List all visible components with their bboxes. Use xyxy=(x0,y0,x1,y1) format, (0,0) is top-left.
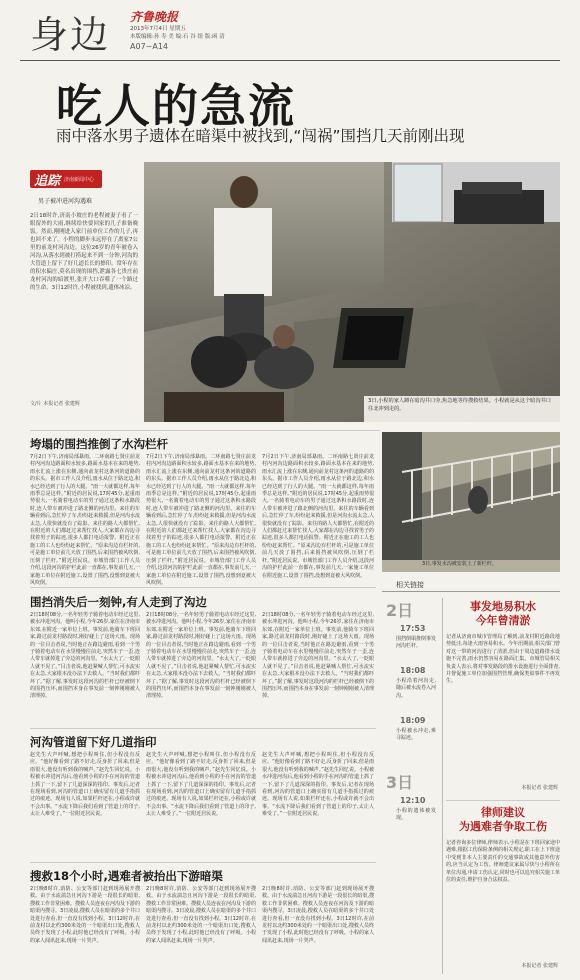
section-body-2c: 2日18时08分,一名年轻男子骑着电动车经过这里,被水冲进河沟。他叫小程,今年26岁,家住在济南市东郊,在附近一家单位上班。事发前,他骑车下班回家,路过前龙村路段时,刚好碰上了这场大雨。现场的一位目击者说,当时他正在路边避雨,看到一个男子骑着电动车在水里慢慢往前走,突然车子一歪,连人带车就掉进了旁边的河沟里。“水太大了,一眨眼人就不见了。”目击者说,他赶紧喊人帮忙,可水流实在太急,大家根本没办法下去救人。“当时我们都吓坏了。”据了解,事发时这段河沟的栏杆已经被倒下的围挡压坏,而围挡本身在事发前一刻钟刚刚被人清理掉。 xyxy=(262,612,374,700)
paper-logo: 齐鲁晚报 xyxy=(130,10,179,24)
sidebar xyxy=(30,166,142,410)
section-heading-1: 垮塌的围挡推倒了水沟栏杆 xyxy=(30,437,168,451)
main-photo xyxy=(144,162,560,422)
related-byline-1: 本报记者 张建辉 xyxy=(521,785,558,791)
main-headline: 吃人的急流 xyxy=(56,79,296,133)
sidebar-kicker: 男子被冲进河沟遇难 xyxy=(38,198,93,205)
related-article-1 xyxy=(446,598,560,798)
section-body-4c: 2日晚8时许,消防、公安等部门赶到现场展开搜救。由于水流湍急且河沟下游是一段很长的暗渠,搜救工作非常困难。搜救人员连夜在河沟及下游的暗渠内搜寻。3日凌晨,搜救人员在暗渠的多个井口处进行查看,但一直没有找到小程。3日12时许,在前龙村以北约300米处的一个暗渠出口处,搜救人员终于发现了小程,此时他已经没有了呼吸。小程的家人闻讯赶来,现场一片哭声。 xyxy=(262,886,374,944)
section-heading-4: 搜救18个小时,遇难者被抬出下游暗渠 xyxy=(30,869,223,883)
timeline-text-1: 围挡倒塌推倒事发河沟栏杆。 xyxy=(396,636,437,650)
timeline-date-2: 3日 xyxy=(386,773,414,792)
timeline-date-1: 2日 xyxy=(386,601,414,620)
secondary-photo-caption: 3日,事发水沟被安装上了新栏杆。 xyxy=(422,561,497,567)
tracking-badge xyxy=(30,170,102,188)
secondary-photo xyxy=(382,432,560,572)
masthead xyxy=(0,0,580,62)
related-article-2 xyxy=(446,804,560,974)
timeline-time-4: 12:10 xyxy=(400,796,426,805)
railing-scene xyxy=(382,432,560,560)
timeline-time-1: 17:53 xyxy=(400,624,426,633)
date-line: 2013年7月4日 星期五 xyxy=(130,26,186,32)
sidebar-body: 2日18时许,济南小坡庄的老程被妻子看了一眼留外的大雨,继续给快要回家的儿子准备晚饭。然而,刚刚进入家门前单位工作的儿子,再也回不来了。小程的脚步永远停在了离家7公里的前龙村河沟边。这位26岁的青年被卷入河沟,从落水到被打捞起来不到一分钟,河沟的大管道上留下了好几道长长的擦印。常年存在的积水偏庄,莫名出现的围挡,泄露各七贵庄前龙村河沟的暗渡里,张开大口吞噬了一个路过的生命。3日12时许,小程被找到,遗体冰凉。 xyxy=(30,213,138,291)
timeline-text-3: 小程被水冲走,难寻踪迹。 xyxy=(396,728,436,742)
related-title-2: 律师建议 为遇难者争取工伤 xyxy=(459,806,547,833)
photo-caption: 3日,小程的家人蹲在暗沟井口旁,焦急地等待搜救结果。小程就是从这个暗沟井口往北冲到走的。 xyxy=(364,396,560,422)
related-links-header xyxy=(382,580,560,592)
section-heading-3: 河沟管道留下好几道指印 xyxy=(30,735,157,749)
timeline-time-2: 18:08 xyxy=(400,666,426,675)
related-links-label: 相关链接 xyxy=(396,581,424,589)
section-body-2b: 2日18时08分,一名年轻男子骑着电动车经过这里,被水冲进河沟。他叫小程,今年26岁,家住在济南市东郊,在附近一家单位上班。事发前,他骑车下班回家,路过前龙村路段时,刚好碰上了这场大雨。现场的一位目击者说,当时他正在路边避雨,看到一个男子骑着电动车在水里慢慢往前走,突然车子一歪,连人带车就掉进了旁边的河沟里。“水太大了,一眨眼人就不见了。”目击者说,他赶紧喊人帮忙,可水流实在太急,大家根本没办法下去救人。“当时我们都吓坏了。”据了解,事发时这段河沟的栏杆已经被倒下的围挡压坏,而围挡本身在事发前一刻钟刚刚被人清理掉。 xyxy=(146,612,256,700)
related-title-1: 事发地易积水 今年曾清淤 xyxy=(470,600,536,627)
section-body-4b: 2日晚8时许,消防、公安等部门赶到现场展开搜救。由于水流湍急且河沟下游是一段很长的暗渠,搜救工作非常困难。搜救人员连夜在河沟及下游的暗渠内搜寻。3日凌晨,搜救人员在暗渠的多个井口处进行查看,但一直没有找到小程。3日12时许,在前龙村以北约300米处的一个暗渠出口处,搜救人员终于发现了小程,此时他已经没有了呼吸。小程的家人闻讯赶来,现场一片哭声。 xyxy=(146,886,257,944)
editors-line: 本版编辑:孙 寿 美 编:石 谷 组 版:函 清 xyxy=(130,34,225,40)
timeline-text-4: 小程的遗体被发现。 xyxy=(396,808,436,822)
section-body-1b: 7月2日下午,济南局部暴雨。二环南路七贤庄前龙村内河沟边路面积水较多,路面水基本在来的地势,雨水汇流上涨在东侧,通向前龙村这条河的道路的的东头。据市工作人员介绍,雨水从位于路北边,积水已经达到了行人的大腿。“雨一大就都这样,每年雨季总是这样。”附近的居民说,17时45分,起重雨势很大,一名骑着电动车的男子通过这条积水路段时,连人带车被冲进了路北侧的河沟里。来往的车辆看到后,急忙停了车,纷纷赶来救援,但是河沟水流太急,人很快就没有了踪影。来往的路人大都帮忙,在附近的人们都赶过来帮忙找人,大家都在沟边寻找着男子的踪迹,很多人都打电话报警。附近正在施工的工人也纷纷赶来帮忙。“原来沟边有栏杆的,可是施工单位前几天放了围挡,后来围挡被风吹倒,压倒了栏杆。”附近居民说。市城管部门工作人员介绍,这段河沟的护栏此前一直都在,事发前几天,一家施工单位在附近施工,设置了围挡,没想到竟被大风吹倒。 xyxy=(146,454,256,586)
timeline-text-2: 小程沿着河沟走,随后被水流卷入河沟。 xyxy=(396,678,437,699)
page-range: A07~A14 xyxy=(130,42,169,51)
timeline-time-3: 18:09 xyxy=(400,716,426,725)
section-heading-2: 围挡消失后一刻钟,有人走到了沟边 xyxy=(30,595,207,609)
badge-label: 追踪 xyxy=(34,174,61,189)
related-body-1: 记者从济南市城市管理局了解到,前龙村附近路段地势低洼,每逢大雨容易积水。今年汛期前,相关部门曾对这一带的河沟进行了清淤,但由于周边道路排水设施不完善,雨水仍然容易在路面汇集。市城管局相关负责人表示,将对事发路段的排水设施进行全面排查,并督促施工单位加强围挡管理,确保类似事件不再发生。 xyxy=(446,634,560,685)
photo-scene xyxy=(144,162,560,422)
section-title: 身边 xyxy=(30,13,111,57)
section-body-1a: 7月2日下午,济南局部暴雨。二环南路七贤庄前龙村内河沟边路面积水较多,路面水基本在来的地势,雨水汇流上涨在东侧,通向前龙村这条河的道路的的东头。据市工作人员介绍,雨水从位于路北边,积水已经达到了行人的大腿。“雨一大就都这样,每年雨季总是这样。”附近的居民说,17时45分,起重雨势很大,一名骑着电动车的男子通过这条积水路段时,连人带车被冲进了路北侧的河沟里。来往的车辆看到后,急忙停了车,纷纷赶来救援,但是河沟水流太急,人很快就没有了踪影。来往的路人大都帮忙,在附近的人们都赶过来帮忙找人,大家都在沟边寻找着男子的踪迹,很多人都打电话报警。附近正在施工的工人也纷纷赶来帮忙。“原来沟边有栏杆的,可是施工单位前几天放了围挡,后来围挡被风吹倒,压倒了栏杆。”附近居民说。市城管部门工作人员介绍,这段河沟的护栏此前一直都在,事发前几天,一家施工单位在附近施工,设置了围挡,没想到竟被大风吹倒。 xyxy=(30,454,140,586)
section-body-3c: 赵先生大声呼喊,想把小程叫住,但小程没有反应。“他好像看到了路不好走,反身折了回来,但是雨很大,他没有听到我的喊声。”赵先生回忆说。小程被水冲进河沟后,他看到小程的手在河沟的管道上抓了一下,留下了几道深深的指印。事发后,记者在现场看到,河沟的管道口上确实留有几道手指抓过的痕迹。现场有人说,如果栏杆还在,小程或许就不会出事。“水流下降后我们看到了管道上的印子,太让人难受了。”一位附近居民说。 xyxy=(262,752,374,818)
badge-sub: 济南新闻中心 xyxy=(64,177,95,183)
section-body-4a: 2日晚8时许,消防、公安等部门赶到现场展开搜救。由于水流湍急且河沟下游是一段很长的暗渠,搜救工作非常困难。搜救人员连夜在河沟及下游的暗渠内搜寻。3日凌晨,搜救人员在暗渠的多个井口处进行查看,但一直没有找到小程。3日12时许,在前龙村以北约300米处的一个暗渠出口处,搜救人员终于发现了小程,此时他已经没有了呼吸。小程的家人闻讯赶来,现场一片哭声。 xyxy=(30,886,141,944)
related-body-2: 记者咨询多位律师,律师表示,小程是在下班回家途中遇难,根据工伤保险条例的相关规定,职工在上下班途中受到非本人主要责任的交通事故或其他意外伤害的,应当认定为工伤。律师建议家属尽快与小程所在单位沟通,申请工伤认定,同时也可以追究相关施工单位的责任,维护自身合法权益。 xyxy=(446,840,560,884)
timeline xyxy=(382,598,438,838)
headline-subtitle: 雨中落水男子遗体在暗渠中被找到,“闯祸”围挡几天前刚出现 xyxy=(56,127,465,145)
related-byline-2: 本报记者 张建辉 xyxy=(521,963,558,969)
section-body-3b: 赵先生大声呼喊,想把小程叫住,但小程没有反应。“他好像看到了路不好走,反身折了回来,但是雨很大,他没有听到我的喊声。”赵先生回忆说。小程被水冲进河沟后,他看到小程的手在河沟的管道上抓了一下,留下了几道深深的指印。事发后,记者在现场看到,河沟的管道口上确实留有几道手指抓过的痕迹。现场有人说,如果栏杆还在,小程或许就不会出事。“水流下降后我们看到了管道上的印子,太让人难受了。”一位附近居民说。 xyxy=(146,752,256,818)
section-body-2a: 2日18时08分,一名年轻男子骑着电动车经过这里,被水冲进河沟。他叫小程,今年26岁,家住在济南市东郊,在附近一家单位上班。事发前,他骑车下班回家,路过前龙村路段时,刚好碰上了这场大雨。现场的一位目击者说,当时他正在路边避雨,看到一个男子骑着电动车在水里慢慢往前走,突然车子一歪,连人带车就掉进了旁边的河沟里。“水太大了,一眨眼人就不见了。”目击者说,他赶紧喊人帮忙,可水流实在太急,大家根本没办法下去救人。“当时我们都吓坏了。”据了解,事发时这段河沟的栏杆已经被倒下的围挡压坏,而围挡本身在事发前一刻钟刚刚被人清理掉。 xyxy=(30,612,140,700)
section-body-3a: 赵先生大声呼喊,想把小程叫住,但小程没有反应。“他好像看到了路不好走,反身折了回来,但是雨很大,他没有听到我的喊声。”赵先生回忆说。小程被水冲进河沟后,他看到小程的手在河沟的管道上抓了一下,留下了几道深深的指印。事发后,记者在现场看到,河沟的管道口上确实留有几道手指抓过的痕迹。现场有人说,如果栏杆还在,小程或许就不会出事。“水流下降后我们看到了管道上的印子,太让人难受了。”一位附近居民说。 xyxy=(30,752,140,818)
section-body-1c: 7月2日下午,济南局部暴雨。二环南路七贤庄前龙村内河沟边路面积水较多,路面水基本在来的地势,雨水汇流上涨在东侧,通向前龙村这条河的道路的的东头。据市工作人员介绍,雨水从位于路北边,积水已经达到了行人的大腿。“雨一大就都这样,每年雨季总是这样。”附近的居民说,17时45分,起重雨势很大,一名骑着电动车的男子通过这条积水路段时,连人带车被冲进了路北侧的河沟里。来往的车辆看到后,急忙停了车,纷纷赶来救援,但是河沟水流太急,人很快就没有了踪影。来往的路人大都帮忙,在附近的人们都赶过来帮忙找人,大家都在沟边寻找着男子的踪迹,很多人都打电话报警。附近正在施工的工人也纷纷赶来帮忙。“原来沟边有栏杆的,可是施工单位前几天放了围挡,后来围挡被风吹倒,压倒了栏杆。”附近居民说。市城管部门工作人员介绍,这段河沟的护栏此前一直都在,事发前几天,一家施工单位在附近施工,设置了围挡,没想到竟被大风吹倒。 xyxy=(262,454,374,579)
sidebar-byline: 文/片 本报记者 张建辉 xyxy=(30,401,80,407)
